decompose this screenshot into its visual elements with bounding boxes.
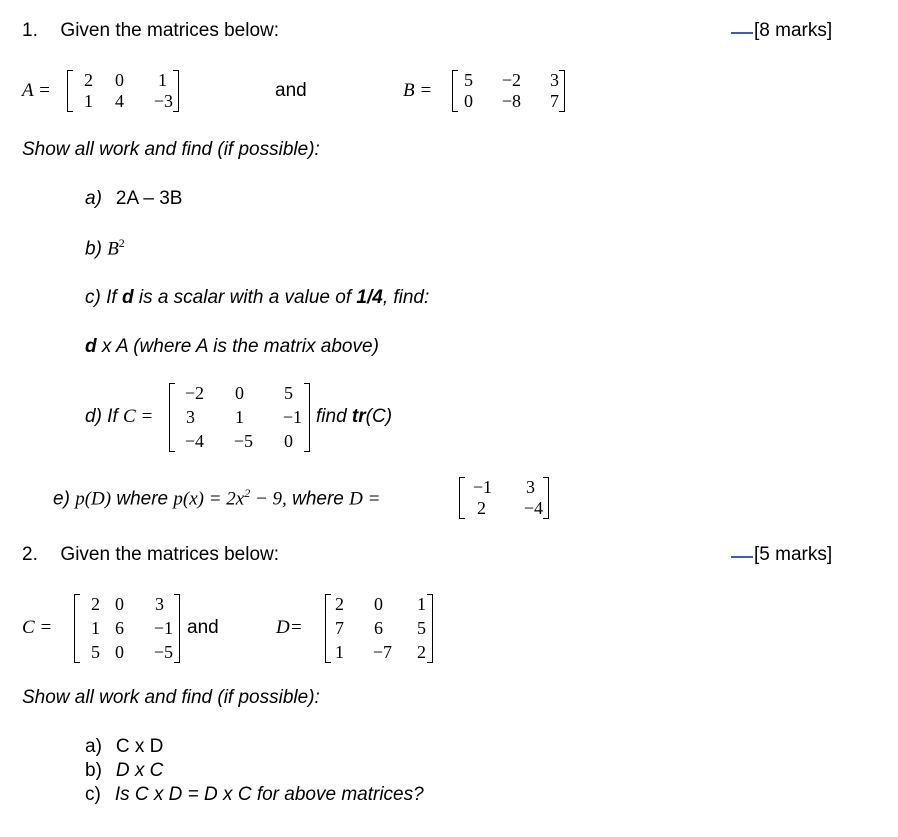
- q2-number: 2.: [22, 544, 38, 565]
- matrix-d-cell: 1: [417, 594, 426, 614]
- matrix-c-part-d-left-bracket: [169, 383, 175, 452]
- q1-marks-underline: [731, 31, 753, 34]
- matrix-c-part-d-right-bracket: [304, 383, 310, 452]
- matrix-c-right-bracket: [174, 594, 180, 663]
- matrix-d-cell: 5: [417, 618, 426, 638]
- matrix-d-part-e-cell: 3: [526, 477, 535, 497]
- matrix-a-cell: 2: [84, 70, 93, 90]
- matrix-d-label: D=: [276, 617, 303, 638]
- q1-part-d-lhs: C =: [123, 406, 154, 427]
- q1-part-e-px: p(x) = 2x: [173, 488, 245, 510]
- q1-part-c2-text: x A (where A is the matrix above): [96, 336, 379, 357]
- matrix-a-cell: 1: [158, 70, 167, 90]
- matrix-d-part-e-cell: 2: [477, 498, 486, 518]
- matrix-d-cell: −7: [372, 642, 392, 662]
- matrix-c-cell: 5: [91, 642, 100, 662]
- matrix-c-cell: 0: [115, 642, 124, 662]
- matrix-a-left-bracket: [67, 70, 73, 112]
- q1-part-b-text: B: [107, 238, 119, 260]
- matrix-d-part-e-left-bracket: [459, 477, 465, 519]
- q1-part-d-pre: d) If: [85, 406, 124, 427]
- matrix-c-part-d-cell: 3: [186, 407, 195, 427]
- q1-part-b-label: b): [85, 238, 102, 260]
- matrix-b-label: B =: [403, 80, 433, 101]
- matrix-a: [67, 70, 179, 112]
- q1-part-d-tr: tr: [351, 406, 366, 427]
- q2-marks-text: [5 marks]: [754, 544, 833, 565]
- matrix-a-right-bracket: [173, 70, 179, 112]
- q1-part-e-pre: e): [53, 488, 76, 510]
- matrix-c-part-d-cell: 5: [284, 383, 293, 403]
- matrix-b: [452, 70, 565, 112]
- matrix-b-cell: 5: [464, 70, 473, 90]
- q1-part-c-post: , find:: [382, 287, 430, 308]
- q1-heading: [22, 20, 279, 42]
- q2-item-c-label: c): [85, 784, 101, 805]
- matrix-c-part-d: [169, 383, 310, 452]
- q2-item-a-label: a): [85, 736, 102, 757]
- q1-part-c: [85, 287, 429, 309]
- matrix-b-left-bracket: [452, 70, 458, 112]
- matrix-c-cell: 3: [155, 594, 164, 614]
- q2-heading: [22, 544, 279, 566]
- matrix-b-right-bracket: [559, 70, 565, 112]
- matrix-c-part-d-cell: 1: [235, 407, 244, 427]
- matrix-b-cell: −8: [501, 91, 521, 111]
- matrix-d-cell: 2: [335, 594, 344, 614]
- q2-item-c: [85, 784, 424, 806]
- matrix-a-cell: 0: [115, 70, 124, 90]
- q2-item-c-text: Is C x D = D x C for above matrices?: [114, 784, 424, 805]
- q2-item-b: [85, 760, 163, 782]
- matrix-d-cell: 7: [335, 618, 344, 638]
- matrix-a-label: A =: [22, 80, 51, 101]
- matrix-d-part-e-cell: −1: [472, 477, 492, 497]
- q1-part-c2: [85, 336, 379, 358]
- q2-heading-text: Given the matrices below:: [60, 544, 280, 565]
- q1-heading-text: Given the matrices below:: [60, 20, 280, 41]
- matrix-d-part-e-cell: −4: [523, 498, 543, 518]
- matrix-c-cell: 1: [91, 618, 100, 638]
- q1-part-e-where1: where: [111, 488, 174, 510]
- matrix-d-cell: 6: [374, 618, 383, 638]
- matrix-d-cell: 1: [335, 642, 344, 662]
- q1-part-e-pofd: p(D): [75, 488, 112, 510]
- matrix-c-part-d-cell: −4: [184, 431, 204, 451]
- q1-part-e-px-tail: − 9,: [250, 488, 287, 510]
- q1-and-text: and: [275, 80, 307, 101]
- q2-marks-underline: [731, 555, 753, 558]
- q2-item-b-label: b): [85, 760, 102, 781]
- q2-and-text: and: [187, 617, 219, 638]
- q1-part-e-sq: 2: [244, 486, 251, 500]
- q1-part-b-sup: 2: [118, 236, 125, 250]
- matrix-c: [74, 594, 180, 663]
- q1-part-c-mid: is a scalar with a value of: [133, 287, 357, 308]
- matrix-b-cell: 3: [550, 70, 559, 90]
- matrix-c-cell: 2: [91, 594, 100, 614]
- q1-part-e-where2: where: [286, 488, 350, 510]
- matrix-d-part-e: [459, 477, 549, 519]
- matrix-c-cell: −1: [153, 618, 173, 638]
- q1-part-a-label: a): [85, 188, 102, 209]
- matrix-d-cell: 2: [417, 642, 426, 662]
- matrix-c-cell: 6: [115, 618, 124, 638]
- q1-part-c-pre: c) If: [85, 287, 122, 308]
- q2-marks: [731, 544, 832, 566]
- matrix-c-label: C =: [22, 617, 53, 638]
- matrix-c-part-d-cell: −1: [282, 407, 302, 427]
- matrix-c-left-bracket: [74, 594, 80, 663]
- q1-part-e-dlhs: D =: [349, 488, 381, 510]
- matrix-a-cell: 1: [84, 91, 93, 111]
- q1-part-c-var: d: [121, 287, 134, 308]
- matrix-b-cell: −2: [501, 70, 521, 90]
- q1-number: 1.: [22, 20, 38, 41]
- matrix-c-part-d-cell: 0: [284, 431, 293, 451]
- matrix-a-cell: 4: [115, 91, 124, 111]
- q1-part-d-post: (C): [365, 406, 393, 427]
- q1-marks-text: [8 marks]: [754, 20, 833, 41]
- q1-part-d-suffix: [316, 406, 392, 428]
- matrix-c-part-d-cell: −5: [233, 431, 253, 451]
- matrix-c-part-d-cell: −2: [184, 383, 204, 403]
- q2-item-a-text: C x D: [115, 736, 164, 757]
- q1-part-c2-var: d: [85, 336, 97, 357]
- q1-instruction: Show all work and find (if possible):: [22, 139, 320, 160]
- matrix-b-cell: 7: [550, 91, 559, 111]
- q1-part-e: [53, 486, 380, 510]
- matrix-b-cell: 0: [464, 91, 473, 111]
- matrix-c-cell: −5: [153, 642, 173, 662]
- q1-part-a: [85, 188, 182, 210]
- matrix-d-left-bracket: [325, 594, 331, 663]
- matrix-d-cell: 0: [374, 594, 383, 614]
- matrix-d-part-e-right-bracket: [543, 477, 549, 519]
- q2-item-b-text: D x C: [115, 760, 164, 781]
- q2-item-a: [85, 736, 163, 758]
- q1-part-c-val: 1/4: [356, 287, 383, 308]
- matrix-c-cell: 0: [115, 594, 124, 614]
- matrix-a-cell: −3: [153, 91, 173, 111]
- matrix-d-right-bracket: [427, 594, 433, 663]
- q1-marks: [731, 20, 832, 42]
- q1-part-d-find: find: [316, 406, 352, 427]
- q1-part-d-prefix: [85, 406, 153, 428]
- q1-part-b: [85, 236, 125, 260]
- matrix-c-part-d-cell: 0: [235, 383, 244, 403]
- q1-part-a-text: 2A – 3B: [115, 188, 183, 209]
- q2-instruction: Show all work and find (if possible):: [22, 687, 320, 708]
- matrix-d: [325, 594, 433, 663]
